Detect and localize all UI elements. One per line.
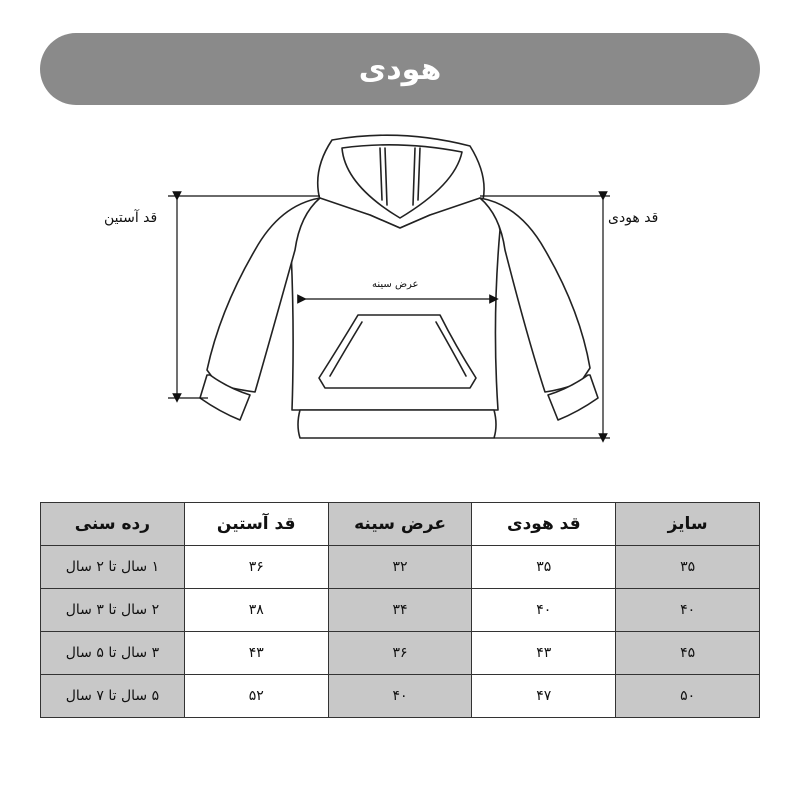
header-hoodie-length: قد هودی xyxy=(472,503,616,546)
cell-sleeve-length: ۳۸ xyxy=(184,589,328,632)
cell-age-range: ۲ سال تا ۳ سال xyxy=(41,589,185,632)
cell-size: ۳۵ xyxy=(616,546,760,589)
table-row xyxy=(41,675,760,718)
cell-age-range: ۵ سال تا ۷ سال xyxy=(41,675,185,718)
header-size: سایز xyxy=(616,503,760,546)
cell-chest-width: ۳۶ xyxy=(328,632,472,675)
table-header-row xyxy=(41,503,760,546)
cell-hoodie-length: ۴۳ xyxy=(472,632,616,675)
chest-width-label: عرض سینه xyxy=(372,279,419,290)
table-row xyxy=(41,632,760,675)
sleeve-length-label: قد آستین xyxy=(104,210,158,226)
cell-hoodie-length: ۴۷ xyxy=(472,675,616,718)
header-chest-width: عرض سینه xyxy=(328,503,472,546)
cell-age-range: ۳ سال تا ۵ سال xyxy=(41,632,185,675)
page-title: هودی xyxy=(358,51,442,87)
cell-size: ۵۰ xyxy=(616,675,760,718)
cell-sleeve-length: ۳۶ xyxy=(184,546,328,589)
header-sleeve-length: قد آستین xyxy=(184,503,328,546)
waistband xyxy=(298,410,496,438)
cell-hoodie-length: ۴۰ xyxy=(472,589,616,632)
cell-size: ۴۰ xyxy=(616,589,760,632)
cell-chest-width: ۳۴ xyxy=(328,589,472,632)
cell-chest-width: ۳۲ xyxy=(328,546,472,589)
header-age-range: رده سنی xyxy=(41,503,185,546)
hoodie-length-label: قد هودی xyxy=(608,210,659,226)
cell-size: ۴۵ xyxy=(616,632,760,675)
table-row xyxy=(41,589,760,632)
cell-sleeve-length: ۴۳ xyxy=(184,632,328,675)
cell-sleeve-length: ۵۲ xyxy=(184,675,328,718)
cell-chest-width: ۴۰ xyxy=(328,675,472,718)
cell-hoodie-length: ۳۵ xyxy=(472,546,616,589)
size-table xyxy=(40,502,760,718)
table-row xyxy=(41,546,760,589)
cell-age-range: ۱ سال تا ۲ سال xyxy=(41,546,185,589)
